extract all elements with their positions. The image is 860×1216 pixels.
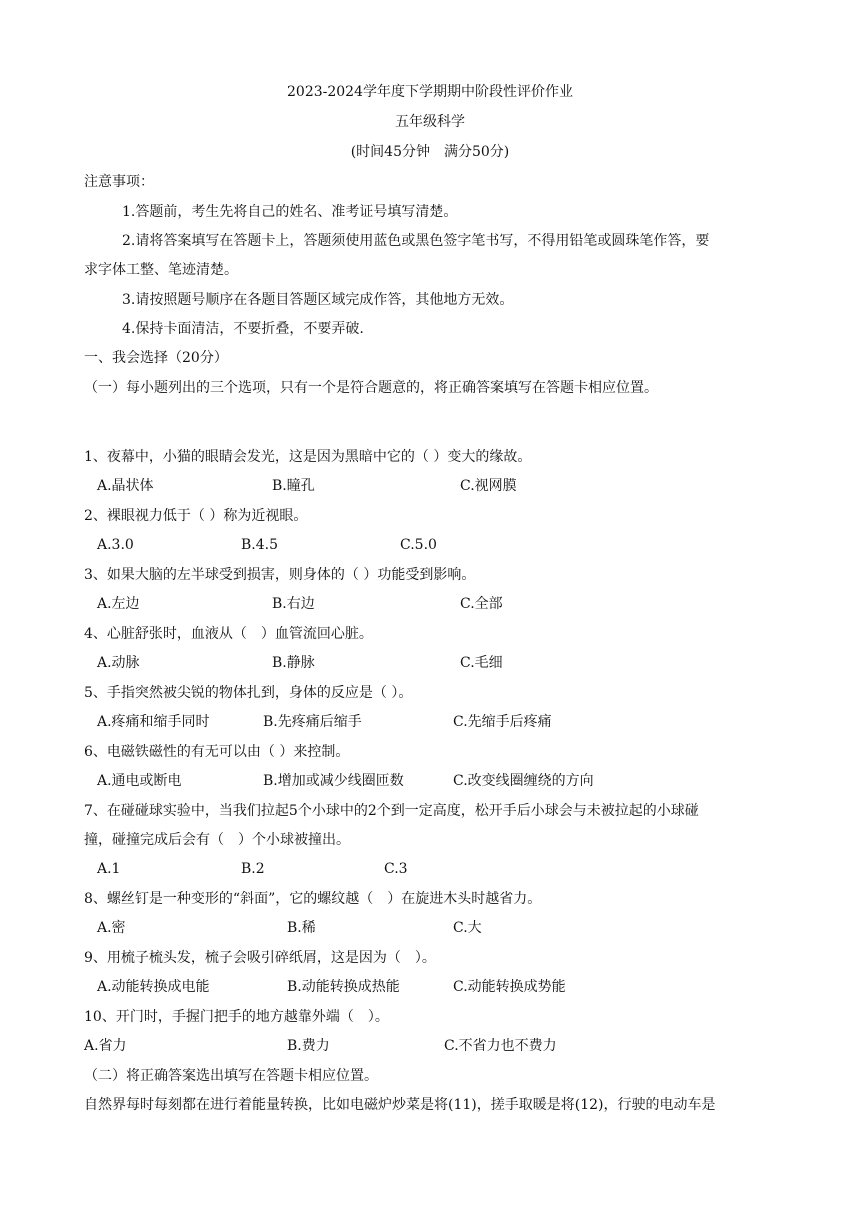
- option-b: B.稀: [287, 920, 316, 936]
- option-a: A.通电或断电: [97, 773, 182, 789]
- part-instruction: （二）将正确答案选出填写在答题卡相应位置。: [84, 1068, 378, 1084]
- notes-item: 4.保持卡面清洁，不要折叠，不要弄破.: [122, 321, 364, 337]
- option-b: B.增加或减少线圈匝数: [263, 773, 404, 789]
- question-stem: 6、电磁铁磁性的有无可以由（ ）来控制。: [84, 744, 350, 760]
- option-c: C.5.0: [400, 537, 437, 553]
- notes-item: 2.请将答案填写在答题卡上，答题须使用蓝色或黑色签字笔书写，不得用铅笔或圆珠笔作答，要: [122, 233, 710, 249]
- option-a: A.密: [97, 920, 126, 936]
- option-b: B.右边: [272, 596, 315, 612]
- option-b: B.费力: [287, 1038, 330, 1054]
- option-a: A.晶状体: [97, 478, 154, 494]
- option-a: A.疼痛和缩手同时: [97, 714, 210, 730]
- question-stem: 3、如果大脑的左半球受到损害，则身体的（ ）功能受到影响。: [84, 567, 476, 583]
- section-heading: 一、我会选择（20分）: [84, 350, 228, 366]
- option-b: B.瞳孔: [272, 478, 315, 494]
- notes-heading: 注意事项：: [84, 174, 154, 190]
- question-stem: 2、裸眼视力低于（ ）称为近视眼。: [84, 508, 308, 524]
- option-c: C.全部: [460, 596, 503, 612]
- question-stem: 5、手指突然被尖锐的物体扎到，身体的反应是（ ）。: [84, 685, 413, 701]
- option-c: C.毛细: [460, 655, 503, 671]
- part2-text: 自然界每时每刻都在进行着能量转换，比如电磁炉炒菜是将(11)，搓手取暖是将(12)，行驶的电动车是: [84, 1097, 716, 1113]
- question-stem: 1、夜幕中，小猫的眼睛会发光，这是因为黑暗中它的（ ）变大的缘故。: [84, 449, 532, 465]
- option-b: B.静脉: [272, 655, 315, 671]
- option-a: A.省力: [84, 1038, 127, 1054]
- exam-title: 2023-2024学年度下学期期中阶段性评价作业: [287, 84, 573, 100]
- option-c: C.改变线圈缠绕的方向: [453, 773, 594, 789]
- option-a: A.1: [97, 861, 121, 877]
- option-a: A.动脉: [97, 655, 140, 671]
- notes-item: 1.答题前，考生先将自己的姓名、准考证号填写清楚。: [122, 204, 458, 220]
- option-b: B.动能转换成热能: [287, 979, 400, 995]
- exam-subject: 五年级科学: [395, 114, 465, 130]
- option-a: A.左边: [97, 596, 140, 612]
- notes-item: 3.请按照题号顺序在各题目答题区域完成作答，其他地方无效。: [122, 292, 514, 308]
- option-c: C.不省力也不费力: [444, 1038, 557, 1054]
- option-a: A.动能转换成电能: [97, 979, 210, 995]
- option-b: B.2: [241, 861, 265, 877]
- question-stem: 8、螺丝钉是一种变形的“斜面”，它的螺纹越（ ）在旋进木头时越省力。: [84, 891, 542, 907]
- option-c: C.大: [453, 920, 482, 936]
- option-b: B.先疼痛后缩手: [263, 714, 362, 730]
- option-b: B.4.5: [241, 537, 279, 553]
- option-c: C.视网膜: [460, 478, 517, 494]
- exam-time-info: (时间45分钟 满分50分): [350, 144, 510, 160]
- option-c: C.3: [384, 861, 408, 877]
- question-stem: 7、在碰碰球实验中，当我们拉起5个小球中的2个到一定高度，松开手后小球会与未被拉起的小球碰: [84, 803, 699, 819]
- option-c: C.动能转换成势能: [453, 979, 566, 995]
- option-a: A.3.0: [97, 537, 134, 553]
- part-instruction: （一）每小题列出的三个选项，只有一个是符合题意的，将正确答案填写在答题卡相应位置。: [84, 380, 658, 396]
- notes-item: 求字体工整、笔迹清楚。: [84, 262, 238, 278]
- question-stem: 9、用梳子梳头发，梳子会吸引碎纸屑，这是因为（ ）。: [84, 950, 436, 966]
- question-stem: 4、心脏舒张时，血液从（ ）血管流回心脏。: [84, 626, 373, 642]
- question-stem: 10、开门时，手握门把手的地方越靠外端（ ）。: [84, 1009, 389, 1025]
- option-c: C.先缩手后疼痛: [453, 714, 552, 730]
- question-stem-continued: 撞，碰撞完成后会有（ ）个小球被撞出。: [84, 832, 350, 848]
